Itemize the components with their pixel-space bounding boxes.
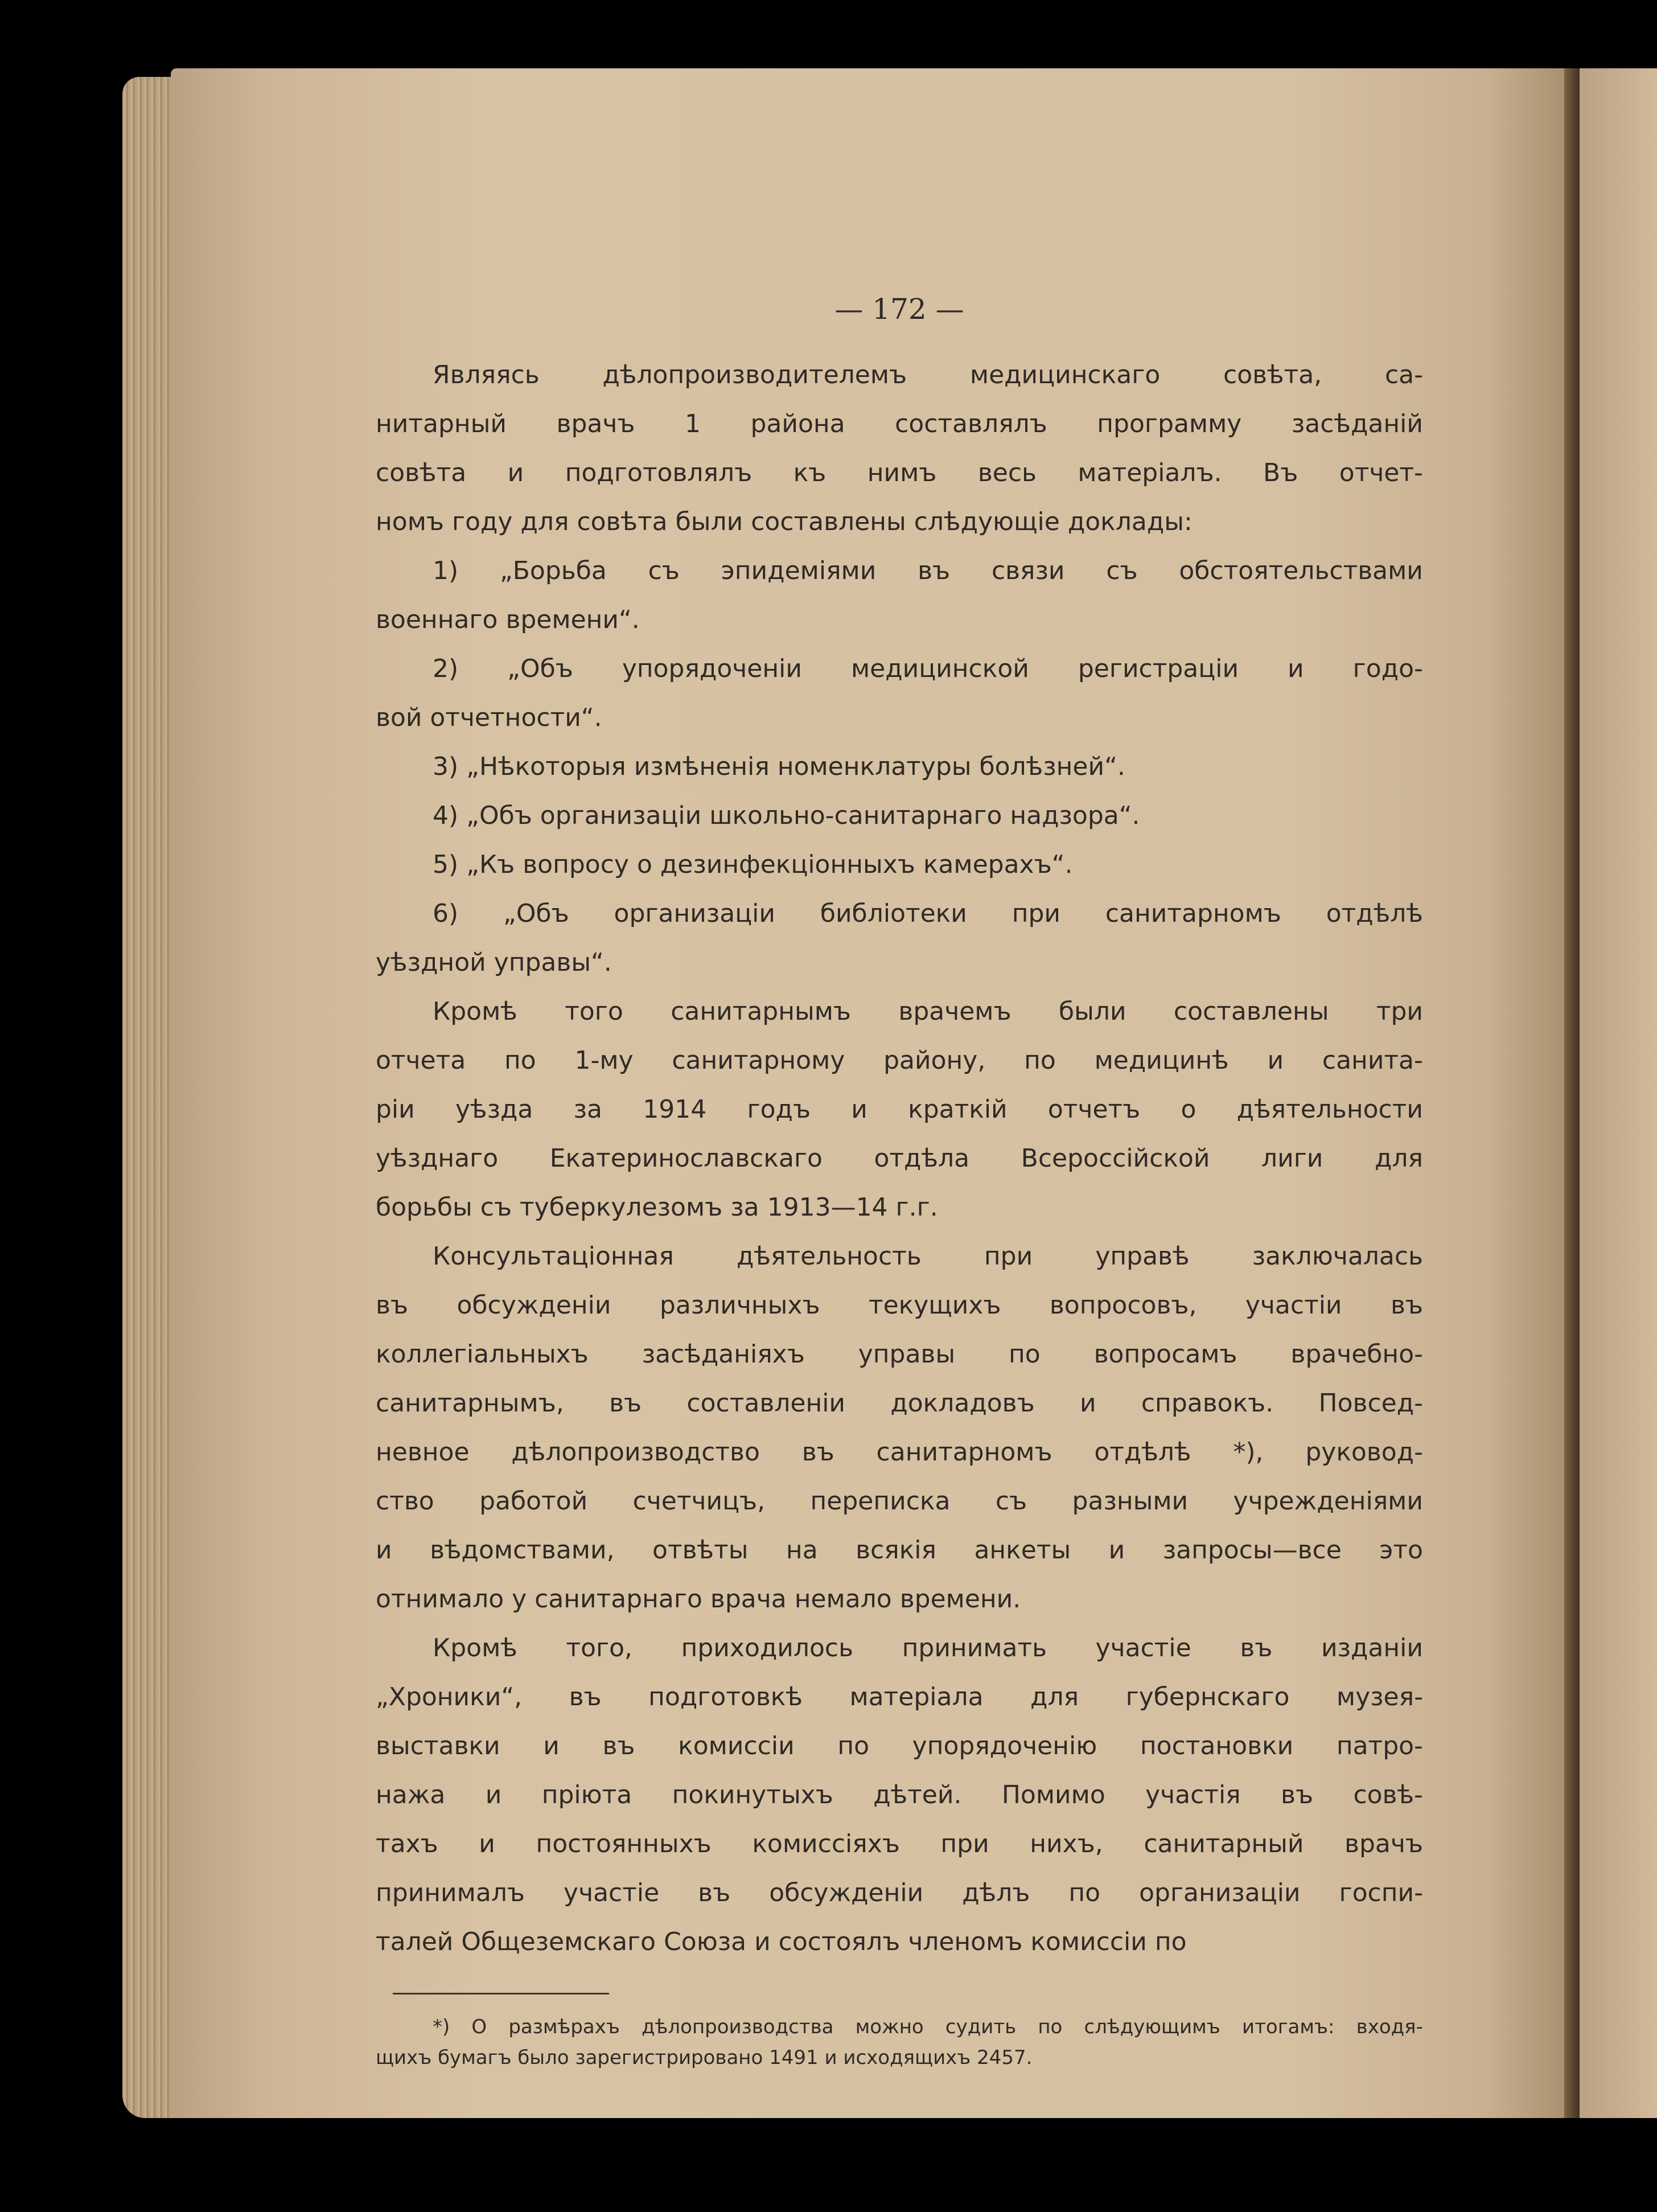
- text-line: 1) „Борьба съ эпидеміями въ связи съ обстоятельствами: [433, 556, 1423, 585]
- facing-page-edge: [1580, 68, 1657, 2118]
- text-line: санитарнымъ, въ составленіи докладовъ и справокъ. Повсед-: [376, 1389, 1423, 1418]
- footnote: [376, 2012, 1423, 2073]
- paragraph: [376, 351, 1423, 547]
- paragraph: [376, 645, 1423, 742]
- paragraph: [376, 547, 1423, 645]
- text-line: принималъ участіе въ обсужденіи дѣлъ по организаціи госпи-: [376, 1878, 1423, 1907]
- paragraph: [376, 889, 1423, 987]
- text-line: отчета по 1-му санитарному району, по медицинѣ и санита-: [376, 1046, 1423, 1075]
- text-line: 5) „Къ вопросу о дезинфекціонныхъ камерахъ“.: [433, 850, 1073, 879]
- text-line: талей Общеземскаго Союза и состоялъ членомъ комиссіи по: [376, 1927, 1187, 1956]
- text-line: борьбы съ туберкулезомъ за 1913—14 г.г.: [376, 1193, 938, 1222]
- text-line: ріи уѣзда за 1914 годъ и краткій отчетъ о дѣятельности: [376, 1095, 1423, 1124]
- page-number: — 172 —: [834, 293, 964, 326]
- text-line: нитарный врачъ 1 района составлялъ программу засѣданій: [376, 409, 1423, 438]
- text-line: невное дѣлопроизводство въ санитарномъ отдѣлѣ *), руковод-: [376, 1438, 1423, 1467]
- paragraph: [376, 1232, 1423, 1624]
- text-line: тахъ и постоянныхъ комиссіяхъ при нихъ, санитарный врачъ: [376, 1829, 1423, 1858]
- paragraph: [376, 742, 1423, 791]
- text-line: совѣта и подготовлялъ къ нимъ весь матеріалъ. Въ отчет-: [376, 458, 1423, 487]
- body-paragraphs: [376, 351, 1423, 1967]
- text-line: 4) „Объ организаціи школьно-санитарнаго надзора“.: [433, 801, 1140, 830]
- page-text: [376, 285, 1423, 2073]
- text-line: Кромѣ того санитарнымъ врачемъ были составлены три: [433, 997, 1423, 1026]
- text-line: *) О размѣрахъ дѣлопроизводства можно судить по слѣдующимъ итогамъ: входя-: [433, 2016, 1423, 2038]
- text-line: „Хроники“, въ подготовкѣ матеріала для губернскаго музея-: [376, 1682, 1423, 1712]
- text-line: нажа и пріюта покинутыхъ дѣтей. Помимо участія въ совѣ-: [376, 1780, 1423, 1809]
- text-line: военнаго времени“.: [376, 605, 640, 634]
- text-line: и вѣдомствами, отвѣты на всякія анкеты и запросы—все это: [376, 1536, 1423, 1565]
- paragraph: [376, 791, 1423, 840]
- text-line: Являясь дѣлопроизводителемъ медицинскаго совѣта, са-: [433, 360, 1423, 389]
- paragraph: [376, 840, 1423, 889]
- book-gutter: [1564, 68, 1581, 2118]
- text-line: вой отчетности“.: [376, 703, 602, 732]
- text-line: Кромѣ того, приходилось принимать участіе въ изданіи: [433, 1634, 1423, 1663]
- footnote-divider: [393, 1993, 609, 1995]
- text-line: выставки и въ комиссіи по упорядоченію постановки патро-: [376, 1731, 1423, 1760]
- paragraph: [376, 987, 1423, 1232]
- text-line: номъ году для совѣта были составлены слѣдующіе доклады:: [376, 507, 1193, 536]
- text-line: уѣздной управы“.: [376, 948, 612, 977]
- text-line: 3) „Нѣкоторыя измѣненія номенклатуры болѣзней“.: [433, 752, 1125, 781]
- text-line: отнимало у санитарнаго врача немало времени.: [376, 1585, 1021, 1614]
- text-line: коллегіальныхъ засѣданіяхъ управы по вопросамъ врачебно-: [376, 1340, 1423, 1369]
- text-line: Консультаціонная дѣятельность при управѣ заключалась: [433, 1242, 1423, 1271]
- text-line: ство работой счетчицъ, переписка съ разными учрежденіями: [376, 1487, 1423, 1516]
- text-line: щихъ бумагъ было зарегистрировано 1491 и исходящихъ 2457.: [376, 2046, 1033, 2069]
- text-line: уѣзднаго Екатеринославскаго отдѣла Всероссійской лиги для: [376, 1144, 1423, 1173]
- text-line: 2) „Объ упорядоченіи медицинской регистраціи и годо-: [433, 654, 1423, 683]
- text-line: 6) „Объ организаціи библіотеки при санитарномъ отдѣлѣ: [433, 899, 1423, 928]
- text-line: въ обсужденіи различныхъ текущихъ вопросовъ, участіи въ: [376, 1291, 1423, 1320]
- paragraph: [376, 1624, 1423, 1967]
